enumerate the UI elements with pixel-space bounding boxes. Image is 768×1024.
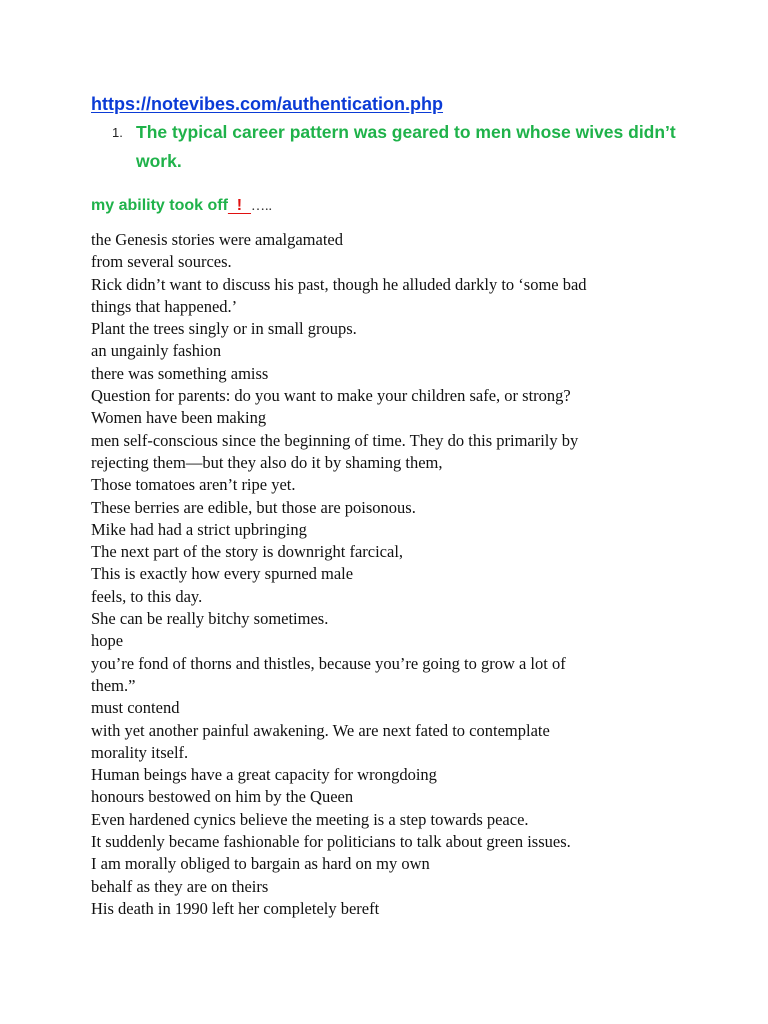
section-heading	[91, 197, 272, 215]
text-line: hope	[91, 631, 124, 651]
text-line: Even hardened cynics believe the meeting is a step towards peace.	[91, 809, 529, 829]
text-line: must contend	[91, 698, 180, 718]
text-line: them.”	[91, 675, 136, 695]
text-line: Those tomatoes aren’t ripe yet.	[91, 475, 296, 495]
text-line: Rick didn’t want to discuss his past, though he alluded darkly to ‘some bad	[91, 274, 587, 294]
text-line: morality itself.	[91, 742, 189, 762]
text-line: Mike had had a strict upbringing	[91, 519, 307, 539]
text-line: you’re fond of thorns and thistles, because you’re going to grow a lot of	[91, 653, 566, 673]
text-line: honours bestowed on him by the Queen	[91, 787, 354, 807]
list-item-text: The typical career pattern was geared to men whose wives didn’t work.	[136, 122, 676, 171]
body-text	[91, 229, 691, 920]
text-line: This is exactly how every spurned male	[91, 564, 354, 584]
text-line: behalf as they are on theirs	[91, 876, 269, 896]
list-number: 1.	[112, 125, 123, 140]
text-line: Plant the trees singly or in small groups.	[91, 319, 357, 339]
text-line: from several sources.	[91, 252, 232, 272]
heading-exclamation: !	[227, 197, 252, 214]
text-line: His death in 1990 left her completely bereft	[91, 898, 380, 918]
text-line: there was something amiss	[91, 363, 269, 383]
text-line: The next part of the story is downright farcical,	[91, 542, 404, 562]
heading-text: my ability took off	[91, 197, 228, 214]
text-line: Human beings have a great capacity for wrongdoing	[91, 765, 437, 785]
text-line: It suddenly became fashionable for politicians to talk about green issues.	[91, 832, 571, 852]
text-line: feels, to this day.	[91, 586, 203, 606]
heading-ellipsis: …..	[251, 199, 273, 214]
text-line: rejecting them—but they also do it by shaming them,	[91, 452, 443, 472]
text-line: I am morally obliged to bargain as hard on my own	[91, 854, 430, 874]
text-line: men self-conscious since the beginning of time. They do this primarily by	[91, 430, 579, 450]
text-line: things that happened.’	[91, 296, 238, 316]
text-line: the Genesis stories were amalgamated	[91, 230, 343, 249]
authentication-link[interactable]: https://notevibes.com/authentication.php	[91, 94, 444, 114]
text-line: with yet another painful awakening. We are next fated to contemplate	[91, 720, 550, 740]
text-line: She can be really bitchy sometimes.	[91, 609, 329, 629]
text-line: Women have been making	[91, 408, 267, 428]
text-line: an ungainly fashion	[91, 341, 222, 361]
text-line: These berries are edible, but those are poisonous.	[91, 497, 416, 517]
text-line: Question for parents: do you want to make your children safe, or strong?	[91, 386, 571, 406]
